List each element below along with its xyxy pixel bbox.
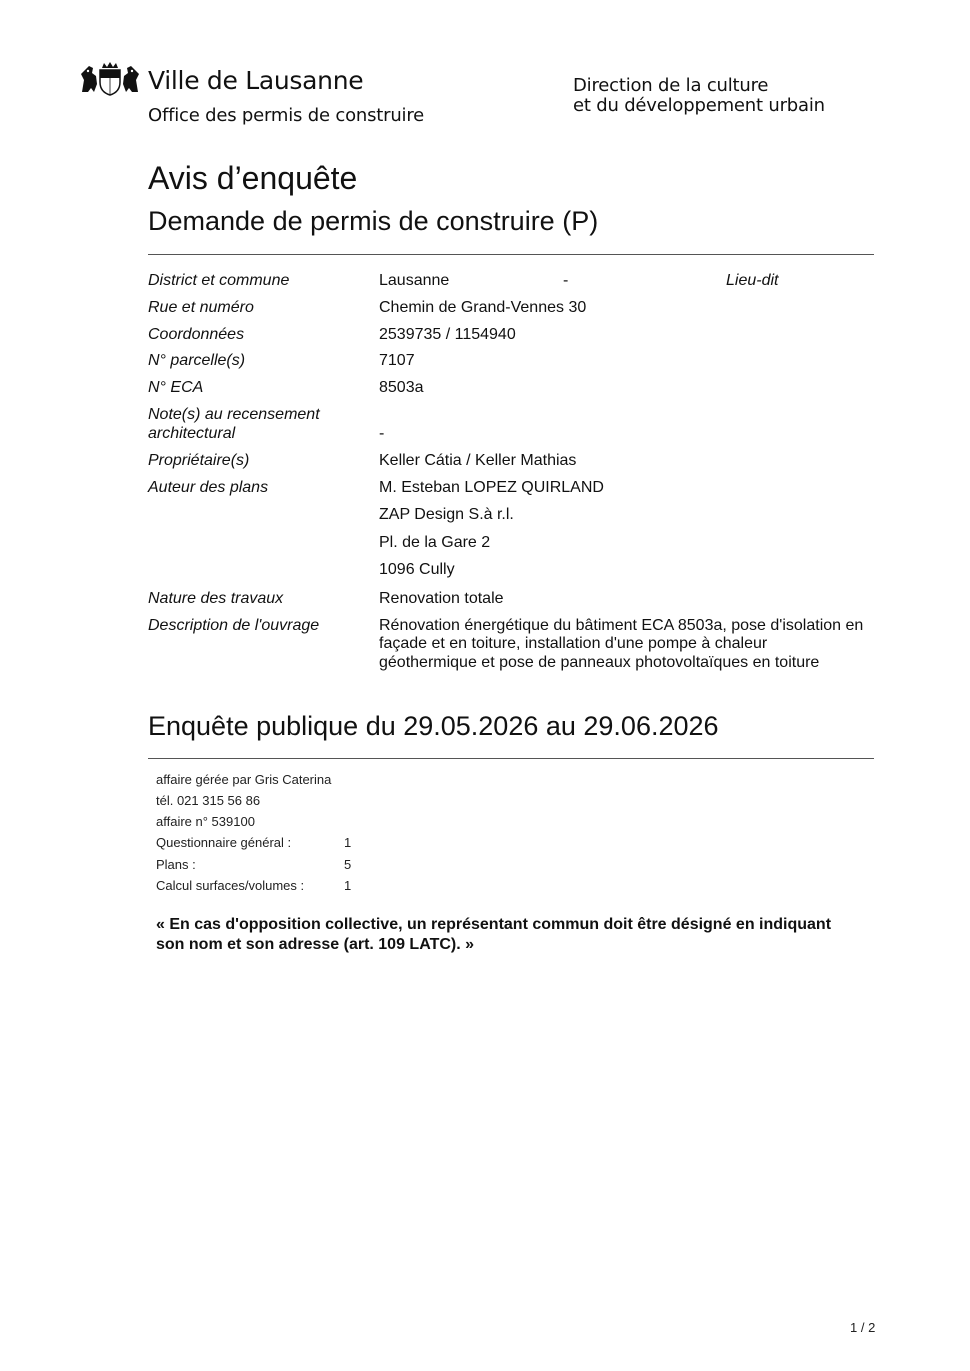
page-title: Avis d’enquête — [148, 160, 358, 196]
value-coordonnees: 2539735 / 1154940 — [379, 326, 516, 343]
label-parcelle: N° parcelle(s) — [148, 352, 246, 369]
value-nature: Renovation totale — [379, 590, 504, 607]
office-name: Office des permis de construire — [148, 105, 425, 126]
label-note-line-2: architectural — [148, 425, 236, 442]
enquete-heading: Enquête publique du 29.05.2026 au 29.06.2026 — [148, 711, 719, 741]
item-count: 1 — [344, 835, 352, 850]
label-description: Description de l'ouvrage — [148, 617, 320, 634]
item-count: 5 — [344, 857, 352, 872]
value-lieu-dit: - — [563, 272, 569, 289]
item-label: Questionnaire général : — [156, 835, 292, 850]
notice-line-1: « En cas d'opposition collective, un représentant commun doit être désigné en indiquant — [156, 916, 832, 933]
value-district — [379, 271, 874, 290]
label-eca: N° ECA — [148, 379, 204, 396]
direction-line-1: Direction de la culture — [573, 75, 769, 96]
item-count: 1 — [344, 878, 352, 893]
district-value: Lausanne — [379, 272, 450, 289]
value-description-line: façade et en toiture, installation d'une pompe à chaleur — [379, 635, 768, 652]
value-proprietaire: Keller Cátia / Keller Mathias — [379, 452, 577, 469]
label-coordonnees: Coordonnées — [148, 326, 245, 343]
value-eca: 8503a — [379, 379, 424, 396]
phone: tél. 021 315 56 86 — [156, 793, 261, 808]
label-auteur: Auteur des plans — [148, 479, 269, 496]
divider — [148, 254, 874, 255]
item-label: Calcul surfaces/volumes : — [156, 878, 305, 893]
label-note-line-1: Note(s) au recensement — [148, 406, 320, 423]
label-lieu-dit: Lieu-dit — [726, 272, 779, 289]
case-number: affaire n° 539100 — [156, 814, 255, 829]
value-auteur-line: 1096 Cully — [379, 561, 455, 578]
item-label: Plans : — [156, 857, 196, 872]
value-description-line: géothermique et pose de panneaux photovoltaïques en toiture — [379, 654, 820, 671]
city-name: Ville de Lausanne — [148, 66, 364, 95]
opposition-notice — [156, 915, 876, 955]
label-proprietaire: Propriétaire(s) — [148, 452, 250, 469]
value-auteur-line: ZAP Design S.à r.l. — [379, 506, 514, 523]
label-district: District et commune — [148, 272, 290, 289]
value-description-line: Rénovation énergétique du bâtiment ECA 8503a, pose d'isolation en — [379, 617, 864, 634]
label-nature: Nature des travaux — [148, 590, 284, 607]
page-number: 1 / 2 — [850, 1320, 876, 1335]
value-auteur-line: M. Esteban LOPEZ QUIRLAND — [379, 479, 604, 496]
lausanne-coat-of-arms-icon — [80, 62, 140, 96]
value-note: - — [379, 425, 385, 442]
value-auteur-line: Pl. de la Gare 2 — [379, 534, 491, 551]
direction-line-2: et du développement urbain — [573, 95, 825, 116]
page-subtitle: Demande de permis de construire (P) — [148, 206, 599, 236]
managed-by: affaire gérée par Gris Caterina — [156, 772, 332, 787]
notice-line-2: son nom et son adresse (art. 109 LATC). » — [156, 936, 475, 953]
value-rue: Chemin de Grand-Vennes 30 — [379, 299, 587, 316]
direction-name — [573, 76, 825, 116]
label-rue: Rue et numéro — [148, 299, 254, 316]
value-parcelle: 7107 — [379, 352, 415, 369]
divider — [148, 758, 874, 759]
